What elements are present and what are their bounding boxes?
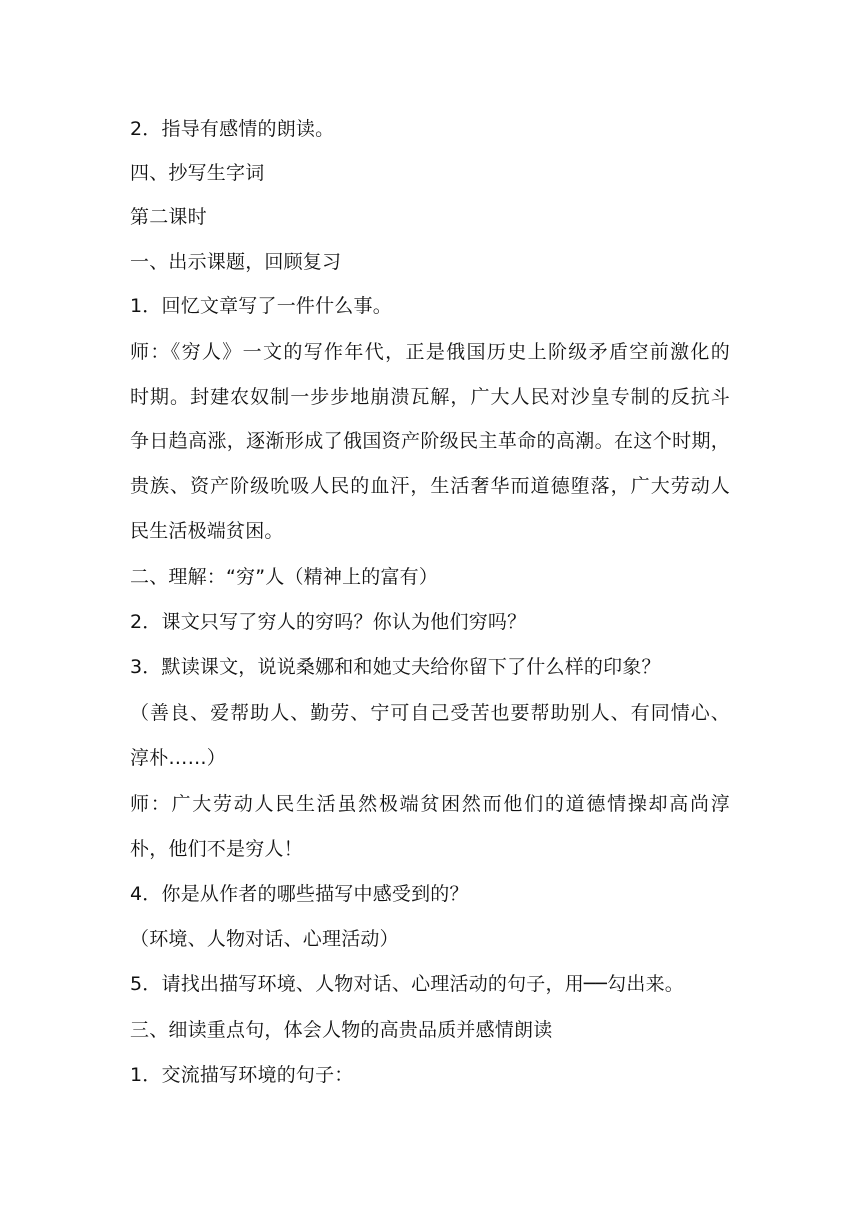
text-line: （善良、爱帮助人、勤劳、宁可自己受苦也要帮助别人、有同情心、: [130, 702, 730, 724]
text-line: 时期。封建农奴制一步步地崩溃瓦解，广大人民对沙皇专制的反抗斗: [130, 386, 730, 408]
lesson-heading: 第二课时: [130, 206, 207, 228]
text-line: 朴，他们不是穷人！: [130, 838, 303, 860]
text-line: 争日趋高涨，逐渐形成了俄国资产阶级民主革命的高潮。在这个时期，: [130, 430, 730, 452]
text-line: 师：广大劳动人民生活虽然极端贫困然而他们的道德情操却高尚淳: [130, 793, 730, 815]
text-line: 1．交流描写环境的句子：: [130, 1064, 354, 1086]
text-line: （环境、人物对话、心理活动）: [130, 928, 399, 950]
section-heading: 四、抄写生字词: [130, 162, 265, 184]
text-line: 1．回忆文章写了一件什么事。: [130, 295, 392, 317]
section-heading: 三、细读重点句，体会人物的高贵品质并感情朗读: [130, 1019, 553, 1041]
text-line: 师：《穷人》一文的写作年代，正是俄国历史上阶级矛盾空前激化的: [130, 341, 730, 363]
text-line: 贵族、资产阶级吮吸人民的血汗，生活奢华而道德堕落，广大劳动人: [130, 475, 730, 497]
text-line: 3．默读课文，说说桑娜和和她丈夫给你留下了什么样的印象？: [130, 656, 661, 678]
text-line: 2．课文只写了穷人的穷吗？你认为他们穷吗？: [130, 611, 527, 633]
text-line: 5．请找出描写环境、人物对话、心理活动的句子，用──勾出来。: [130, 973, 684, 995]
text-line: 民生活极端贫困。: [130, 520, 284, 542]
text-line: 4．你是从作者的哪些描写中感受到的？: [130, 883, 469, 905]
section-heading: 一、出示课题，回顾复习: [130, 251, 342, 273]
text-line: 淳朴……）: [130, 747, 227, 769]
text-line: 2．指导有感情的朗读。: [130, 118, 335, 140]
section-heading: 二、理解：“穷”人（精神上的富有）: [130, 566, 439, 588]
